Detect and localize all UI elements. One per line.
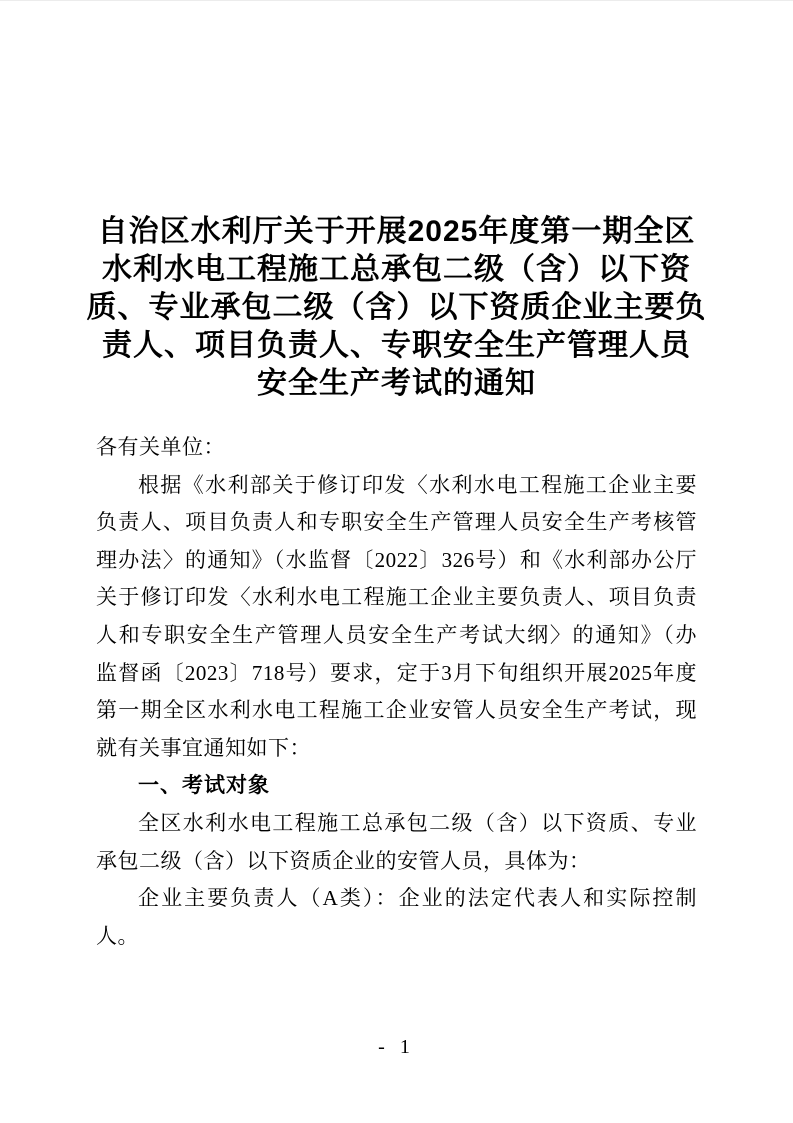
paragraph-line: 理办法〉的通知》（水监督〔2022〕326号）和《水利部办公厅: [96, 547, 697, 572]
paragraph-line: 就有关事宜通知如下：: [96, 735, 311, 760]
paragraph-exam-targets: [96, 805, 697, 880]
title-line-3: 质、专业承包二级（含）以下资质企业主要负: [86, 291, 707, 324]
document-title: [46, 213, 747, 403]
paragraph-line: 承包二级（含）以下资质企业的安管人员，具体为：: [96, 848, 591, 873]
paragraph-line: 全区水利水电工程施工总承包二级（含）以下资质、专业: [138, 810, 697, 835]
document-body: [96, 429, 697, 955]
paragraph-line: 负责人、项目负责人和专职安全生产管理人员安全生产考核管: [96, 510, 697, 535]
paragraph-line: 关于修订印发〈水利水电工程施工企业主要负责人、项目负责: [96, 585, 697, 610]
page-number: - 1: [378, 1036, 415, 1058]
paragraph-line: 第一期全区水利水电工程施工企业安管人员安全生产考试，现: [96, 698, 697, 723]
section-heading-exam-targets: 一、考试对象: [138, 774, 270, 798]
title-line-4: 责人、项目负责人、专职安全生产管理人员: [102, 329, 691, 362]
paragraph-line: 根据《水利部关于修订印发〈水利水电工程施工企业主要: [138, 472, 697, 497]
paragraph-legal-basis: [96, 467, 697, 768]
paragraph-class-a-definition: [96, 880, 697, 955]
paragraph-line: 企业主要负责人（A类）：企业的法定代表人和实际控制: [138, 886, 697, 911]
paragraph-line: 人和专职安全生产管理人员安全生产考试大纲〉的通知》（办: [96, 622, 697, 647]
title-line-1: 自治区水利厅关于开展2025年度第一期全区: [97, 215, 696, 248]
title-line-2: 水利水电工程施工总承包二级（含）以下资: [102, 253, 691, 286]
salutation: 各有关单位：: [96, 435, 225, 459]
title-line-5: 安全生产考试的通知: [257, 367, 536, 400]
paragraph-line: 人。: [96, 923, 139, 948]
paragraph-line: 监督函〔2023〕718号）要求，定于3月下旬组织开展2025年度: [96, 660, 697, 685]
